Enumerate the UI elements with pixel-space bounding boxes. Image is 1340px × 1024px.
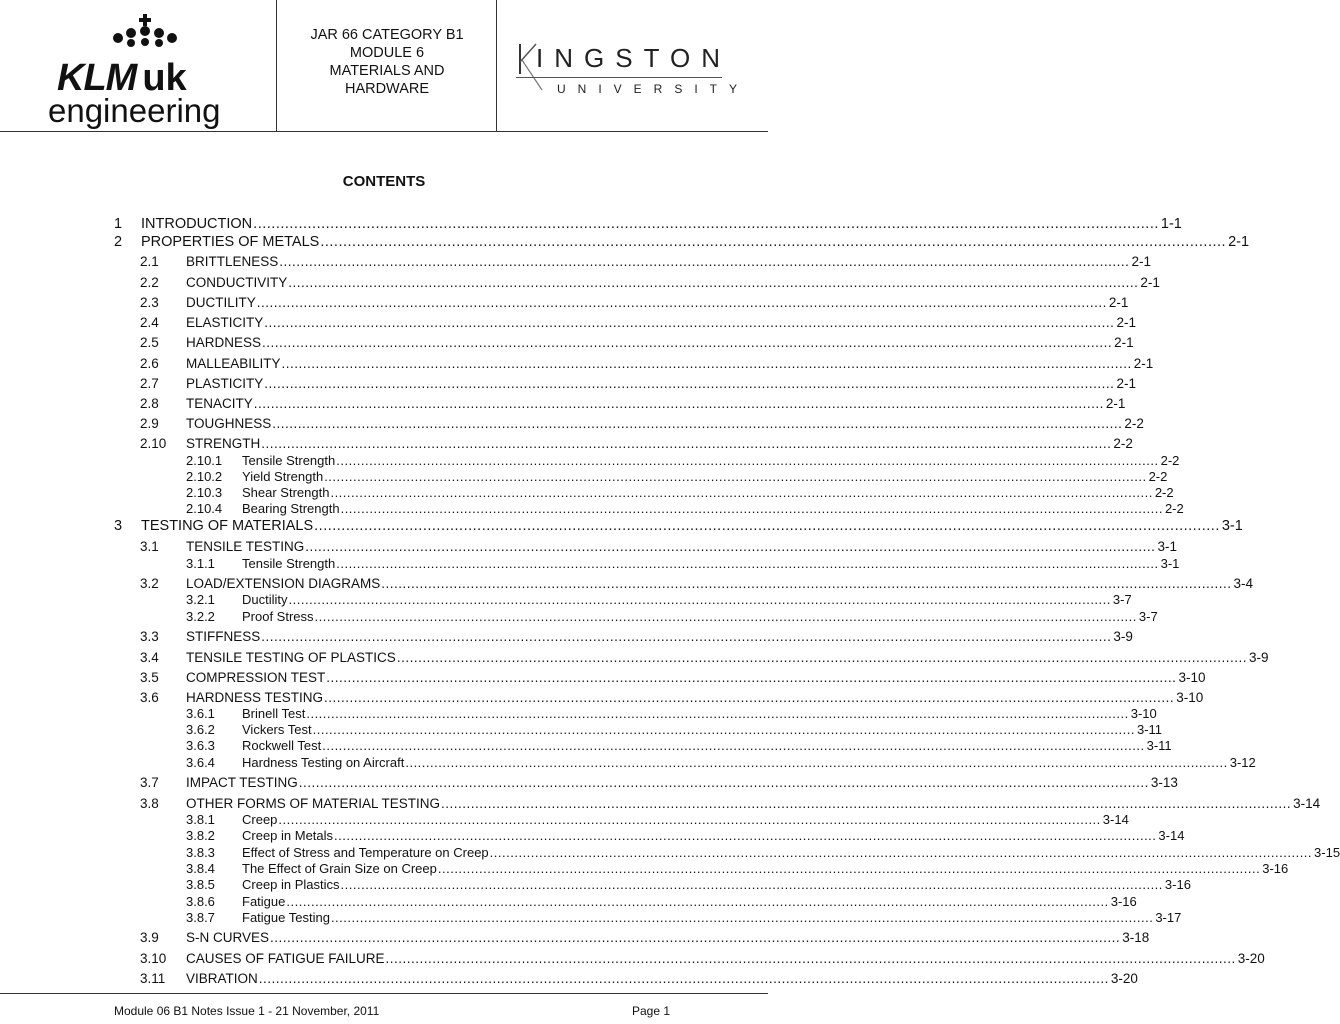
toc-entry[interactable] <box>186 755 1256 770</box>
toc-entry-label: PROPERTIES OF METALS <box>141 234 320 250</box>
toc-entry[interactable] <box>140 629 1133 644</box>
toc-dot-leader: ........................................................................................................................................................................................................ <box>385 951 1236 966</box>
toc-entry-number: 2.10.3 <box>186 485 223 500</box>
toc-entry-label: MALLEABILITY <box>186 356 281 371</box>
module-title-block <box>278 26 496 98</box>
toc-entry-label: Tensile Strength <box>242 453 336 468</box>
toc-entry-page: 3-7 <box>1112 592 1132 607</box>
toc-entry-label: Effect of Stress and Temperature on Creep <box>242 845 489 860</box>
toc-entry-number: 3.2.2 <box>186 609 215 624</box>
klm-uk-engineering-logo <box>30 14 260 134</box>
toc-dot-leader: ........................................................................................................................................................................................................ <box>314 609 1137 624</box>
toc-entry[interactable] <box>140 650 1269 665</box>
toc-entry-label: Fatigue Testing <box>242 910 330 925</box>
toc-entry-label: OTHER FORMS OF MATERIAL TESTING <box>186 796 441 811</box>
toc-entry[interactable] <box>140 971 1138 986</box>
toc-dot-leader: ........................................................................................................................................................................................................ <box>253 396 1104 411</box>
toc-entry-number: 2.10.1 <box>186 453 223 468</box>
footer-rule <box>0 993 768 994</box>
toc-entry-page: 2-1 <box>1133 356 1154 371</box>
toc-entry-label: DUCTILITY <box>186 295 256 310</box>
toc-entry-page: 3-16 <box>1110 894 1137 909</box>
toc-entry[interactable] <box>140 356 1154 371</box>
toc-entry-number: 3.7 <box>140 775 159 790</box>
toc-dot-leader: ........................................................................................................................................................................................................ <box>320 234 1227 250</box>
toc-entry[interactable] <box>114 518 1243 534</box>
toc-entry-number: 3.6 <box>140 690 159 705</box>
toc-entry-label: Bearing Strength <box>242 501 340 516</box>
toc-entry-page: 2-2 <box>1113 436 1133 451</box>
toc-entry-page: 3-11 <box>1146 738 1172 753</box>
kingston-text: INGSTON <box>536 43 731 73</box>
toc-entry[interactable] <box>186 609 1158 624</box>
toc-entry-page: 3-14 <box>1293 796 1321 811</box>
toc-dot-leader: ........................................................................................................................................................................................................ <box>256 295 1107 310</box>
engineering-text: engineering <box>48 92 221 129</box>
toc-entry[interactable] <box>186 453 1180 468</box>
toc-entry-page: 3-9 <box>1248 650 1269 665</box>
toc-dot-leader: ........................................................................................................................................................................................................ <box>330 485 1153 500</box>
toc-entry-label: Yield Strength <box>242 469 324 484</box>
toc-entry-number: 2.2 <box>140 275 159 290</box>
toc-dot-leader: ........................................................................................................................................................................................................ <box>336 453 1159 468</box>
toc-dot-leader: ........................................................................................................................................................................................................ <box>281 356 1132 371</box>
toc-entry[interactable] <box>186 485 1174 500</box>
toc-entry-number: 3.1.1 <box>186 556 215 571</box>
toc-dot-leader: ........................................................................................................................................................................................................ <box>322 738 1145 753</box>
toc-entry-page: 3-9 <box>1113 629 1133 644</box>
toc-entry-number: 3.6.1 <box>186 706 215 721</box>
toc-entry-page: 2-2 <box>1164 501 1184 516</box>
kingston-university-logo <box>510 38 760 108</box>
toc-entry-number: 2.3 <box>140 295 159 310</box>
toc-entry[interactable] <box>140 670 1206 685</box>
toc-dot-leader: ........................................................................................................................................................................................................ <box>253 216 1159 232</box>
toc-entry[interactable] <box>140 416 1144 431</box>
toc-entry-number: 3.8.1 <box>186 812 215 827</box>
toc-entry[interactable] <box>114 216 1182 232</box>
toc-entry-number: 3.6.2 <box>186 722 215 737</box>
toc-entry-page: 3-11 <box>1136 722 1163 737</box>
toc-entry-label: Fatigue <box>242 894 286 909</box>
page-header <box>0 0 768 132</box>
toc-entry-page: 3-4 <box>1233 576 1253 591</box>
toc-entry[interactable] <box>114 234 1250 250</box>
toc-dot-leader: ........................................................................................................................................................................................................ <box>340 501 1163 516</box>
toc-entry-page: 2-1 <box>1131 254 1151 269</box>
toc-entry[interactable] <box>140 295 1129 310</box>
toc-entry-number: 3.6.4 <box>186 755 215 770</box>
toc-entry-label: ELASTICITY <box>186 315 264 330</box>
toc-dot-leader: ........................................................................................................................................................................................................ <box>405 755 1228 770</box>
toc-entry[interactable] <box>186 894 1137 909</box>
toc-entry-label: HARDNESS TESTING <box>186 690 324 705</box>
toc-entry-page: 2-2 <box>1160 453 1180 468</box>
toc-entry-number: 3.8.5 <box>186 877 215 892</box>
toc-dot-leader: ........................................................................................................................................................................................................ <box>305 539 1156 554</box>
toc-entry-label: HARDNESS <box>186 335 262 350</box>
toc-entry-label: CONDUCTIVITY <box>186 275 288 290</box>
module-line: MODULE 6 <box>349 45 425 61</box>
toc-entry[interactable] <box>140 335 1134 350</box>
toc-entry-page: 1-1 <box>1160 216 1182 232</box>
crown-icon <box>108 14 182 48</box>
toc-entry-number: 3.5 <box>140 670 159 685</box>
toc-entry-page: 3-10 <box>1178 670 1206 685</box>
toc-entry-page: 2-2 <box>1124 416 1144 431</box>
toc-entry[interactable] <box>186 828 1185 843</box>
toc-entry-label: IMPACT TESTING <box>186 775 298 790</box>
toc-entry-number: 2.10.2 <box>186 469 223 484</box>
toc-entry-page: 2-1 <box>1108 295 1129 310</box>
toc-entry-label: TESTING OF MATERIALS <box>141 518 314 534</box>
toc-dot-leader: ........................................................................................................................................................................................................ <box>261 436 1112 451</box>
toc-entry-page: 3-15 <box>1314 845 1340 860</box>
toc-dot-leader: ........................................................................................................................................................................................................ <box>489 845 1313 860</box>
toc-entry[interactable] <box>140 796 1321 811</box>
toc-entry-number: 3.1 <box>140 539 159 554</box>
footer-document-info: Module 06 B1 Notes Issue 1 - 21 November, 2011 <box>114 1004 380 1018</box>
toc-entry-label: CAUSES OF FATIGUE FAILURE <box>186 951 385 966</box>
toc-entry[interactable] <box>140 951 1265 966</box>
university-text: UNIVERSITY <box>557 82 750 96</box>
module-line: MATERIALS AND <box>329 63 445 79</box>
toc-entry-label: Brinell Test <box>242 706 306 721</box>
toc-dot-leader: ........................................................................................................................................................................................................ <box>324 469 1147 484</box>
toc-entry-page: 2-2 <box>1154 485 1174 500</box>
toc-entry[interactable] <box>186 812 1129 827</box>
toc-entry-page: 3-20 <box>1237 951 1265 966</box>
toc-dot-leader: ........................................................................................................................................................................................................ <box>437 861 1261 876</box>
toc-entry-number: 3.8.2 <box>186 828 215 843</box>
toc-entry[interactable] <box>140 690 1204 705</box>
toc-entry-number: 3.8.7 <box>186 910 215 925</box>
toc-entry-label: BRITTLENESS <box>186 254 279 269</box>
toc-entry-page: 3-18 <box>1122 930 1150 945</box>
toc-entry-label: STIFFNESS <box>186 629 261 644</box>
toc-entry-number: 2.5 <box>140 335 159 350</box>
toc-entry[interactable] <box>186 469 1168 484</box>
toc-entry-page: 3-7 <box>1138 609 1158 624</box>
toc-entry-number: 3.2 <box>140 576 159 591</box>
toc-entry-number: 2.10 <box>140 436 167 451</box>
toc-entry[interactable] <box>186 861 1289 876</box>
toc-entry-label: PLASTICITY <box>186 376 264 391</box>
toc-dot-leader: ........................................................................................................................................................................................................ <box>272 416 1123 431</box>
toc-entry-page: 3-16 <box>1164 877 1191 892</box>
toc-entry-label: The Effect of Grain Size on Creep <box>242 861 437 876</box>
toc-entry-number: 3.8.4 <box>186 861 215 876</box>
toc-entry[interactable] <box>140 275 1160 290</box>
toc-entry[interactable] <box>186 722 1163 737</box>
toc-entry-label: COMPRESSION TEST <box>186 670 326 685</box>
toc-entry[interactable] <box>186 877 1191 892</box>
toc-dot-leader: ........................................................................................................................................................................................................ <box>396 650 1247 665</box>
toc-entry-label: Creep in Metals <box>242 828 334 843</box>
toc-entry[interactable] <box>186 592 1132 607</box>
toc-entry-label: Tensile Strength <box>242 556 336 571</box>
toc-entry-number: 2.4 <box>140 315 159 330</box>
toc-dot-leader: ........................................................................................................................................................................................................ <box>279 254 1130 269</box>
toc-entry[interactable] <box>140 315 1136 330</box>
toc-entry-label: S-N CURVES <box>186 930 270 945</box>
toc-entry-number: 2.10.4 <box>186 501 223 516</box>
toc-entry-label: VIBRATION <box>186 971 258 986</box>
toc-dot-leader: ........................................................................................................................................................................................................ <box>270 930 1121 945</box>
toc-entry-label: LOAD/EXTENSION DIAGRAMS <box>186 576 381 591</box>
toc-dot-leader: ........................................................................................................................................................................................................ <box>312 722 1135 737</box>
toc-dot-leader: ........................................................................................................................................................................................................ <box>314 518 1220 534</box>
toc-entry-number: 3.8.6 <box>186 894 215 909</box>
toc-entry-page: 3-14 <box>1102 812 1129 827</box>
toc-entry-label: Ductility <box>242 592 288 607</box>
toc-entry-page: 3-17 <box>1155 910 1182 925</box>
toc-entry[interactable] <box>186 706 1157 721</box>
toc-dot-leader: ........................................................................................................................................................................................................ <box>306 706 1129 721</box>
toc-entry-page: 2-1 <box>1140 275 1160 290</box>
toc-entry-label: Creep in Plastics <box>242 877 340 892</box>
toc-entry[interactable] <box>140 396 1126 411</box>
toc-entry-label: Vickers Test <box>242 722 312 737</box>
header-divider <box>276 0 277 131</box>
toc-dot-leader: ........................................................................................................................................................................................................ <box>334 828 1157 843</box>
toc-entry[interactable] <box>186 845 1340 860</box>
toc-dot-leader: ........................................................................................................................................................................................................ <box>261 629 1112 644</box>
toc-entry-number: 2.7 <box>140 376 159 391</box>
toc-entry-number: 1 <box>114 216 123 232</box>
toc-entry-number: 3.9 <box>140 930 159 945</box>
toc-entry-number: 2.9 <box>140 416 159 431</box>
toc-entry-number: 3.8.3 <box>186 845 215 860</box>
toc-entry-label: TENACITY <box>186 396 253 411</box>
toc-entry-page: 3-1 <box>1221 518 1243 534</box>
toc-entry-page: 2-2 <box>1148 469 1168 484</box>
toc-entry-label: TENSILE TESTING OF PLASTICS <box>186 650 396 665</box>
toc-entry-label: Proof Stress <box>242 609 314 624</box>
toc-entry[interactable] <box>140 376 1136 391</box>
toc-entry-page: 3-20 <box>1110 971 1138 986</box>
toc-entry-label: Hardness Testing on Aircraft <box>242 755 405 770</box>
header-divider <box>496 0 497 131</box>
toc-entry-number: 2.6 <box>140 356 159 371</box>
module-line: JAR 66 CATEGORY B1 <box>310 27 464 43</box>
toc-dot-leader: ........................................................................................................................................................................................................ <box>288 275 1139 290</box>
toc-entry-page: 3-1 <box>1160 556 1180 571</box>
toc-entry-page: 2-1 <box>1228 234 1250 250</box>
toc-dot-leader: ........................................................................................................................................................................................................ <box>288 592 1111 607</box>
toc-entry-number: 3.11 <box>140 971 166 986</box>
toc-entry-number: 3 <box>114 518 123 534</box>
toc-entry-number: 2.8 <box>140 396 159 411</box>
toc-entry-label: STRENGTH <box>186 436 261 451</box>
toc-entry[interactable] <box>140 576 1253 591</box>
toc-entry-number: 3.10 <box>140 951 167 966</box>
toc-entry[interactable] <box>186 738 1172 753</box>
module-line: HARDWARE <box>344 81 430 97</box>
toc-entry-number: 2 <box>114 234 123 250</box>
toc-entry-page: 3-1 <box>1157 539 1177 554</box>
toc-dot-leader: ........................................................................................................................................................................................................ <box>330 910 1154 925</box>
toc-dot-leader: ........................................................................................................................................................................................................ <box>340 877 1163 892</box>
toc-dot-leader: ........................................................................................................................................................................................................ <box>278 812 1101 827</box>
toc-entry[interactable] <box>140 436 1133 451</box>
toc-entry-number: 3.8 <box>140 796 159 811</box>
toc-entry-label: Rockwell Test <box>242 738 322 753</box>
toc-dot-leader: ........................................................................................................................................................................................................ <box>258 971 1109 986</box>
toc-entry[interactable] <box>140 775 1178 790</box>
toc-entry-page: 3-10 <box>1176 690 1204 705</box>
toc-entry-number: 3.2.1 <box>186 592 215 607</box>
uk-text: uk <box>142 57 187 99</box>
toc-entry[interactable] <box>186 501 1184 516</box>
toc-entry-page: 2-1 <box>1114 335 1134 350</box>
klm-text: KLM <box>57 57 137 99</box>
toc-entry-page: 2-1 <box>1105 396 1126 411</box>
kingston-rule <box>516 77 722 78</box>
toc-entry-page: 2-1 <box>1116 315 1136 330</box>
toc-entry-number: 3.3 <box>140 629 159 644</box>
toc-entry-page: 3-12 <box>1229 755 1256 770</box>
contents-title: CONTENTS <box>342 173 426 190</box>
toc-dot-leader: ........................................................................................................................................................................................................ <box>324 690 1175 705</box>
toc-dot-leader: ........................................................................................................................................................................................................ <box>441 796 1292 811</box>
toc-entry-label: INTRODUCTION <box>141 216 253 232</box>
toc-dot-leader: ........................................................................................................................................................................................................ <box>286 894 1109 909</box>
toc-dot-leader: ........................................................................................................................................................................................................ <box>264 376 1115 391</box>
toc-entry-label: TENSILE TESTING <box>186 539 305 554</box>
toc-entry-number: 2.1 <box>140 254 159 269</box>
toc-entry[interactable] <box>140 539 1177 554</box>
toc-entry-number: 3.4 <box>140 650 159 665</box>
toc-entry-label: Shear Strength <box>242 485 330 500</box>
toc-entry-page: 3-16 <box>1262 861 1289 876</box>
toc-entry[interactable] <box>140 930 1150 945</box>
toc-entry-page: 3-10 <box>1130 706 1157 721</box>
toc-entry-label: TOUGHNESS <box>186 416 272 431</box>
toc-entry-page: 2-1 <box>1116 376 1136 391</box>
footer-page-number: Page 1 <box>632 1004 671 1018</box>
toc-entry[interactable] <box>186 556 1180 571</box>
toc-dot-leader: ........................................................................................................................................................................................................ <box>264 315 1115 330</box>
toc-dot-leader: ........................................................................................................................................................................................................ <box>326 670 1177 685</box>
toc-entry-label: Creep <box>242 812 278 827</box>
toc-entry-page: 3-13 <box>1150 775 1178 790</box>
toc-dot-leader: ........................................................................................................................................................................................................ <box>381 576 1232 591</box>
toc-entry-number: 3.6.3 <box>186 738 215 753</box>
toc-dot-leader: ........................................................................................................................................................................................................ <box>298 775 1149 790</box>
toc-dot-leader: ........................................................................................................................................................................................................ <box>336 556 1159 571</box>
toc-entry[interactable] <box>140 254 1151 269</box>
toc-entry-page: 3-14 <box>1158 828 1185 843</box>
toc-dot-leader: ........................................................................................................................................................................................................ <box>262 335 1113 350</box>
toc-entry[interactable] <box>186 910 1182 925</box>
